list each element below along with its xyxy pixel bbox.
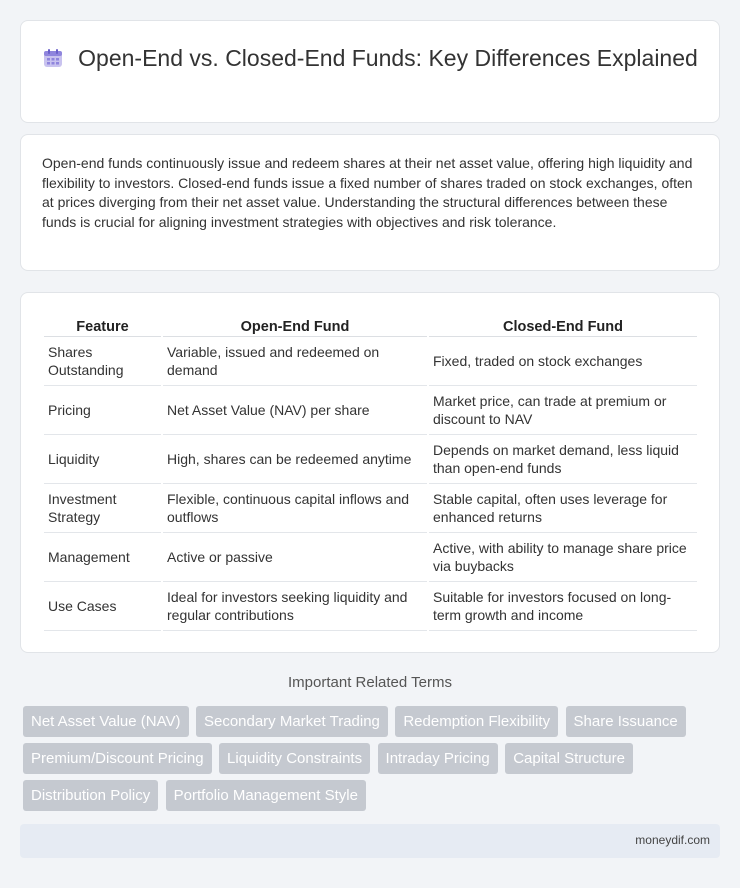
footer-site[interactable]: moneydif.com bbox=[635, 833, 710, 847]
related-term-tag[interactable]: Intraday Pricing bbox=[378, 743, 498, 774]
page-title: Open-End vs. Closed-End Funds: Key Differences Explained bbox=[78, 45, 698, 71]
intro-text: Open-end funds continuously issue and redeem shares at their net asset value, offering high liquidity and flexibility to investors. Closed-end funds issue a fixed number of shares traded on stock exchanges, often at prices diverging from their net asset value. Understanding the structural differences between these funds is crucial for aligning investment strategies with objectives and risk tolerance. bbox=[42, 155, 693, 230]
comparison-card bbox=[20, 292, 720, 653]
table-row bbox=[44, 484, 697, 533]
closed-end-cell: Fixed, traded on stock exchanges bbox=[429, 337, 697, 386]
closed-end-cell: Market price, can trade at premium or discount to NAV bbox=[429, 386, 697, 435]
related-terms-title: Important Related Terms bbox=[288, 674, 452, 691]
table-row bbox=[44, 386, 697, 435]
feature-cell: Shares Outstanding bbox=[44, 337, 161, 386]
related-term-tag[interactable]: Liquidity Constraints bbox=[219, 743, 370, 774]
page-title-wrap bbox=[21, 44, 719, 73]
related-term-tag[interactable]: Capital Structure bbox=[505, 743, 633, 774]
header-open-end: Open-End Fund bbox=[163, 317, 427, 337]
header-closed-end: Closed-End Fund bbox=[429, 317, 697, 337]
related-term-tag[interactable]: Premium/Discount Pricing bbox=[23, 743, 212, 774]
related-term-tag[interactable]: Redemption Flexibility bbox=[395, 706, 558, 737]
calendar-icon bbox=[42, 47, 64, 69]
feature-cell: Liquidity bbox=[44, 435, 161, 484]
table-row bbox=[44, 533, 697, 582]
closed-end-cell: Depends on market demand, less liquid than open-end funds bbox=[429, 435, 697, 484]
feature-cell: Management bbox=[44, 533, 161, 582]
table-header-row bbox=[44, 317, 697, 337]
open-end-cell: High, shares can be redeemed anytime bbox=[163, 435, 427, 484]
closed-end-cell: Stable capital, often uses leverage for enhanced returns bbox=[429, 484, 697, 533]
table-row bbox=[44, 435, 697, 484]
related-term-tag[interactable]: Distribution Policy bbox=[23, 780, 158, 811]
related-terms-list bbox=[23, 706, 723, 817]
feature-cell: Investment Strategy bbox=[44, 484, 161, 533]
related-term-tag[interactable]: Secondary Market Trading bbox=[196, 706, 388, 737]
header-feature: Feature bbox=[44, 317, 161, 337]
open-end-cell: Variable, issued and redeemed on demand bbox=[163, 337, 427, 386]
footer bbox=[20, 824, 720, 858]
related-term-tag[interactable]: Share Issuance bbox=[566, 706, 686, 737]
closed-end-cell: Suitable for investors focused on long-term growth and income bbox=[429, 582, 697, 631]
related-term-tag[interactable]: Net Asset Value (NAV) bbox=[23, 706, 189, 737]
title-card bbox=[20, 20, 720, 123]
comparison-table bbox=[42, 317, 699, 631]
open-end-cell: Ideal for investors seeking liquidity and regular contributions bbox=[163, 582, 427, 631]
table-row bbox=[44, 337, 697, 386]
open-end-cell: Flexible, continuous capital inflows and outflows bbox=[163, 484, 427, 533]
open-end-cell: Net Asset Value (NAV) per share bbox=[163, 386, 427, 435]
open-end-cell: Active or passive bbox=[163, 533, 427, 582]
intro-card bbox=[20, 134, 720, 271]
closed-end-cell: Active, with ability to manage share price via buybacks bbox=[429, 533, 697, 582]
feature-cell: Use Cases bbox=[44, 582, 161, 631]
feature-cell: Pricing bbox=[44, 386, 161, 435]
related-term-tag[interactable]: Portfolio Management Style bbox=[166, 780, 366, 811]
table-row bbox=[44, 582, 697, 631]
